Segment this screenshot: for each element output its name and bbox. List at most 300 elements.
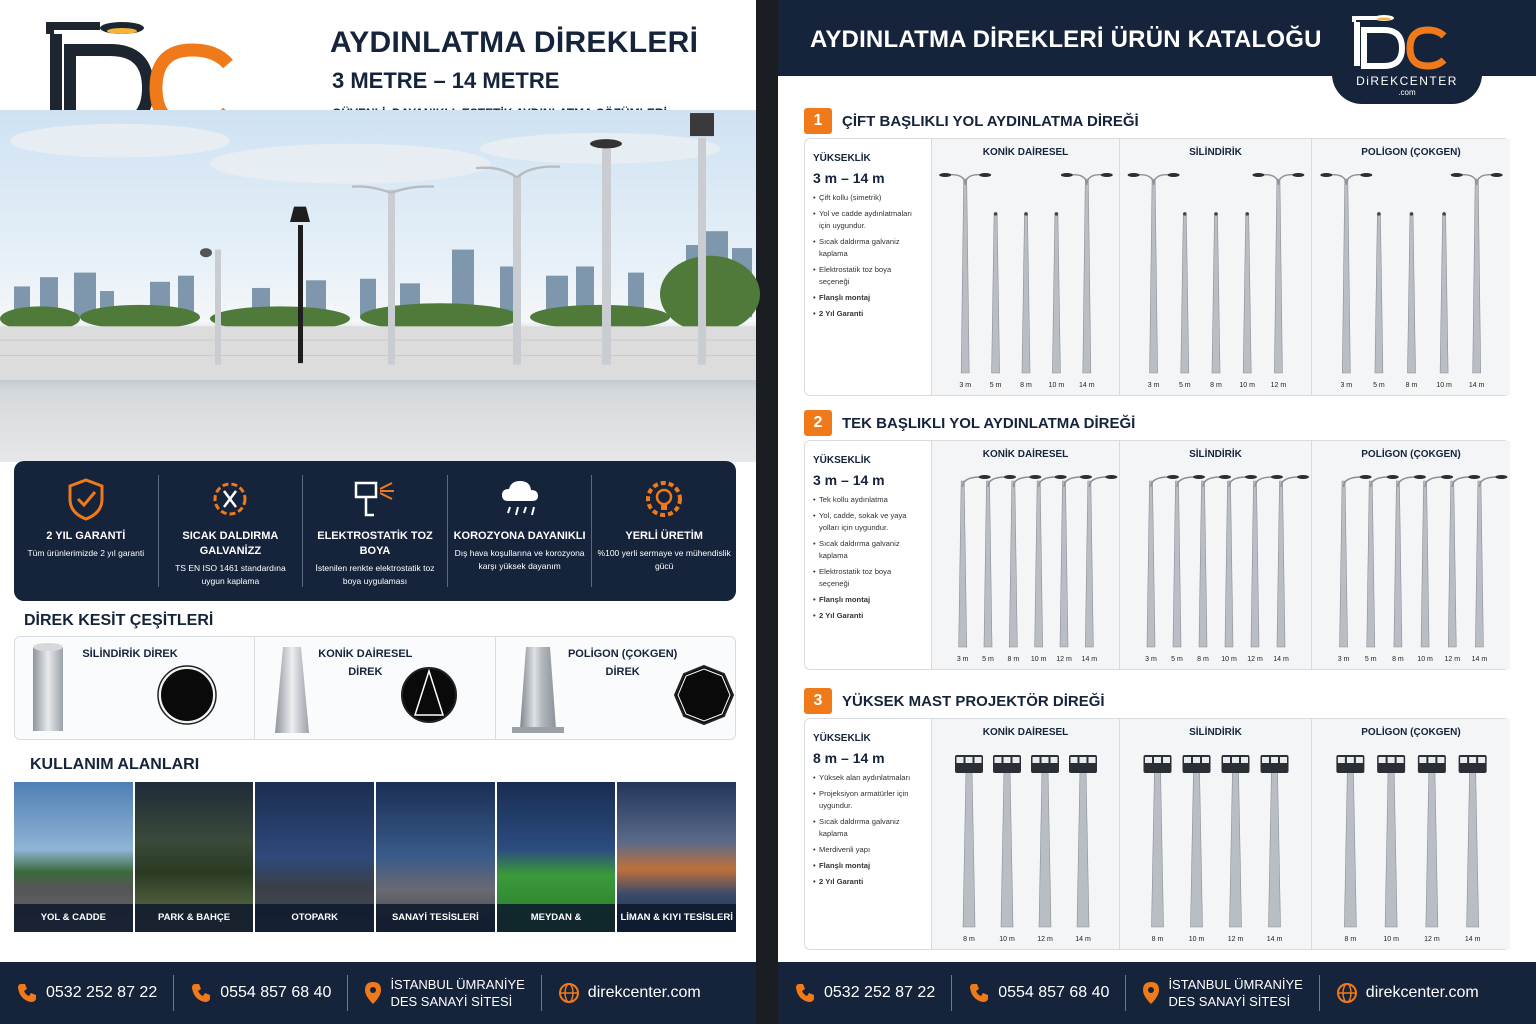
- profile-column-title: POLİGON (ÇOKGEN): [1361, 449, 1461, 460]
- section-label: POLİGON (ÇOKGEN): [567, 648, 678, 660]
- luminaire: [1320, 173, 1332, 177]
- projector-lamp: [1232, 757, 1239, 763]
- address: [1125, 975, 1318, 1011]
- projector-lamp: [1478, 757, 1485, 763]
- cylindrical-cross-section: [157, 665, 217, 725]
- projector-lamp: [966, 757, 973, 763]
- pole-shape: [984, 481, 992, 647]
- feature-desc: Tüm ürünlerimizde 2 yıl garanti: [27, 548, 145, 558]
- pole-height-label: 8 m: [1392, 656, 1404, 663]
- profile-column-title: SİLİNDİRİK: [1189, 147, 1242, 158]
- spec-item: • Yol, cadde, sokak ve yaya yolları için uygundur.: [813, 510, 923, 534]
- pole-height-label: 3 m: [1340, 382, 1353, 389]
- luminaire: [1360, 475, 1372, 479]
- phone-1[interactable]: [778, 975, 951, 1011]
- phone-number: 0532 252 87 22: [46, 984, 158, 1001]
- pole-shape: [1344, 769, 1356, 927]
- pole-shape: [1083, 179, 1091, 373]
- pole-diagram: [1120, 719, 1312, 951]
- spec-item: • 2 Yıl Garanti: [813, 610, 923, 622]
- website[interactable]: [541, 975, 717, 1011]
- pole-height-label: 10 m: [1436, 382, 1452, 389]
- feature-title: KOROZYONA DAYANIKLI: [453, 530, 586, 542]
- spec-item: • Elektrostatik toz boya seçeneği: [813, 264, 923, 288]
- spec-item: • Sıcak daldırma galvaniz kaplama: [813, 236, 923, 260]
- projector-lamp: [957, 757, 964, 763]
- feature-desc: Dış hava koşullarına ve korozyona karşı yüksek dayanım: [454, 548, 585, 571]
- usage-photo-industrial: [376, 782, 497, 932]
- pole-cap: [1442, 212, 1446, 216]
- pole-shape: [1251, 481, 1259, 647]
- pole-height-label: 8 m: [1210, 382, 1222, 389]
- pole-shape: [1421, 481, 1429, 647]
- globe-icon: [1336, 982, 1358, 1004]
- profile-column: [1119, 441, 1311, 669]
- pole-diagram: [932, 441, 1120, 671]
- luminaire: [1491, 173, 1503, 177]
- pole-height-label: 10 m: [1239, 382, 1255, 389]
- pole-shape: [1039, 769, 1051, 927]
- phone-number: 0554 857 68 40: [998, 984, 1110, 1001]
- projector-lamp: [1145, 757, 1152, 763]
- luminaire: [1167, 475, 1179, 479]
- profile-column-title: KONİK DAİRESEL: [982, 449, 1069, 460]
- pole-shape: [1340, 481, 1348, 647]
- profile-column: [1311, 441, 1510, 669]
- projector-lamp: [1379, 757, 1386, 763]
- projector-lamp: [1089, 757, 1096, 763]
- projector-lamp: [1419, 757, 1426, 763]
- phone-1[interactable]: [0, 975, 173, 1011]
- pole-height-label: 5 m: [1178, 382, 1191, 389]
- pole-cap: [1245, 212, 1249, 216]
- pole-shape: [1077, 769, 1089, 927]
- pole-height-label: 3 m: [1145, 656, 1157, 663]
- profile-column: [1119, 719, 1311, 949]
- location-pin-icon: [1142, 981, 1160, 1005]
- section-label: DİREK: [605, 666, 640, 678]
- pole-shape: [1035, 481, 1043, 647]
- pole-arm: [1255, 477, 1273, 487]
- luminaire: [1468, 475, 1480, 479]
- pole-shape: [1199, 481, 1207, 647]
- projector-lamp: [1184, 757, 1191, 763]
- polygon-cross-section: [672, 663, 736, 727]
- projector-lamp: [1338, 757, 1345, 763]
- section-card-polygon: [495, 637, 735, 739]
- projector-lamp: [1051, 757, 1058, 763]
- projector-lamp: [1437, 757, 1444, 763]
- pole-diagram: [932, 719, 1120, 951]
- pole-height-label: 10 m: [1221, 656, 1237, 663]
- pole-diagram: [932, 139, 1120, 397]
- pole-cap: [1377, 212, 1381, 216]
- pole-shape: [1191, 769, 1203, 927]
- pole-shape: [1060, 481, 1068, 647]
- feature-title: ELEKTROSTATİK TOZ BOYA: [317, 530, 433, 557]
- pole-shape: [1408, 214, 1416, 373]
- pole-arm: [1398, 477, 1416, 487]
- usage-caption: PARK & BAHÇE: [135, 904, 254, 932]
- pole-cap: [1410, 212, 1414, 216]
- feature-desc: İstenilen renkte elektrostatik toz boya uygulaması: [315, 563, 435, 586]
- pole-arm: [1371, 477, 1389, 487]
- luminaire: [1252, 173, 1264, 177]
- usage-photo-port: [617, 782, 736, 932]
- pole-shape: [1342, 179, 1350, 373]
- spec-item: • Çift kollu (simetrik): [813, 192, 923, 204]
- spec-item: • Flanşlı montaj: [813, 860, 923, 872]
- pole-arm: [1281, 477, 1299, 487]
- left-brochure-page: [0, 0, 756, 1024]
- projector-lamp: [1080, 757, 1087, 763]
- projector-lamp: [1004, 757, 1011, 763]
- usage-caption: YOL & CADDE: [14, 904, 133, 932]
- brand-name: DiREKCENTER: [1356, 74, 1458, 88]
- projector-lamp: [1071, 757, 1078, 763]
- spec-item: • Yol ve cadde aydınlatmaları için uygundur.: [813, 208, 923, 232]
- pole-diagram: [1312, 441, 1511, 671]
- luminaire: [979, 475, 991, 479]
- profile-column-title: POLİGON (ÇOKGEN): [1361, 727, 1461, 738]
- projector-lamp: [1241, 757, 1248, 763]
- pole-height-label: 14 m: [1266, 936, 1283, 943]
- brand-domain: .com: [1398, 88, 1416, 97]
- catalog-title: AYDINLATMA DİREKLERİ ÜRÜN KATALOĞU: [810, 26, 1322, 53]
- pole-arm: [1479, 477, 1497, 487]
- shield-check-icon: [66, 477, 106, 521]
- profile-column-title: POLİGON (ÇOKGEN): [1361, 147, 1461, 158]
- pole-height-label: 10 m: [1030, 656, 1047, 663]
- pole-shape: [1385, 769, 1397, 927]
- block-number: 2: [804, 410, 832, 436]
- pole-shape: [1243, 214, 1251, 373]
- phone-icon: [190, 982, 212, 1004]
- section-card-conical: [254, 637, 494, 739]
- galvanize-icon: [208, 477, 252, 521]
- luminaire: [1055, 475, 1067, 479]
- luminaire: [1271, 475, 1283, 479]
- pole-shape: [1147, 481, 1155, 647]
- spec-item: • 2 Yıl Garanti: [813, 308, 923, 320]
- pole-shape: [992, 214, 1000, 373]
- usage-caption: SANAYİ TESİSLERİ: [376, 904, 495, 932]
- pole-height-label: 8 m: [1007, 656, 1020, 663]
- spec-item: • Merdivenli yapı: [813, 844, 923, 856]
- phone-icon: [794, 982, 816, 1004]
- luminaire: [1292, 173, 1304, 177]
- block-spec-info: [805, 441, 931, 669]
- height-range: 3 m – 14 m: [813, 472, 885, 488]
- projector-lamp: [1262, 757, 1269, 763]
- feature-item: [14, 475, 158, 587]
- projector-lamp: [1202, 757, 1209, 763]
- height-range: 8 m – 14 m: [813, 750, 885, 766]
- pole-diagram: [1312, 139, 1511, 397]
- pole-shape: [1150, 179, 1158, 373]
- block-number: 3: [804, 688, 832, 714]
- usage-caption: OTOPARK: [255, 904, 374, 932]
- feature-item: [447, 475, 592, 587]
- luminaire: [939, 173, 951, 177]
- pole-height-label: 14 m: [1079, 382, 1095, 389]
- profile-column-title: KONİK DAİRESEL: [982, 727, 1069, 738]
- pole-shape: [1181, 214, 1189, 373]
- feature-desc: TS EN ISO 1461 standardına uygun kaplama: [175, 563, 286, 586]
- pole-height-label: 3 m: [1337, 656, 1350, 663]
- pole-height-label: 8 m: [1197, 656, 1209, 663]
- pole-height-label: 12 m: [1444, 656, 1461, 663]
- pole-height-label: 12 m: [1037, 936, 1053, 943]
- right-catalog-page: [778, 0, 1536, 1024]
- pole-cap: [1214, 212, 1218, 216]
- spec-item: • Flanşlı montaj: [813, 292, 923, 304]
- projector-lamp: [995, 757, 1002, 763]
- product-block-single-arm: [804, 440, 1510, 670]
- website[interactable]: [1319, 975, 1495, 1011]
- address-line2: DES SANAYİ SİTESİ: [1168, 994, 1291, 1009]
- pole-shape: [1375, 214, 1383, 373]
- pole-height-label: 14 m: [1468, 382, 1485, 389]
- pole-shape: [1274, 179, 1282, 373]
- pole-shape: [1440, 214, 1448, 373]
- luminaire: [1105, 475, 1117, 479]
- luminaire: [979, 173, 991, 177]
- pole-height-label: 3 m: [1147, 382, 1160, 389]
- pole-shape: [963, 769, 975, 927]
- projector-lamp: [1223, 757, 1230, 763]
- projector-lamp: [1154, 757, 1161, 763]
- pole-shape: [1085, 481, 1093, 647]
- pole-arm: [1203, 477, 1221, 487]
- pole-height-label: 5 m: [1373, 382, 1385, 389]
- spec-list: [813, 494, 923, 622]
- pole-diagram: [1120, 139, 1312, 397]
- pole-cap: [1024, 212, 1028, 216]
- phone-2[interactable]: [173, 975, 347, 1011]
- spec-item: • Tek kollu aydınlatma: [813, 494, 923, 506]
- phone-icon: [16, 982, 38, 1004]
- pole-cap: [994, 212, 998, 216]
- pole-arm: [1039, 477, 1057, 487]
- usage-photo-park: [135, 782, 256, 932]
- usage-caption: LİMAN & KIYI TESİSLERİ: [617, 904, 736, 932]
- pole-height-label: 3 m: [956, 656, 969, 663]
- luminaire: [1360, 173, 1372, 177]
- usage-areas-strip: [14, 782, 736, 951]
- luminaire: [1441, 475, 1453, 479]
- pole-height-label: 5 m: [1171, 656, 1183, 663]
- gear-bulb-icon: [642, 477, 686, 521]
- spray-gun-icon: [350, 477, 400, 521]
- pole-shape: [1225, 481, 1233, 647]
- luminaire: [1245, 475, 1257, 479]
- pole-shape: [1448, 481, 1456, 647]
- section-label: KONİK DAİRESEL: [318, 648, 413, 660]
- feature-title: 2 YIL GARANTİ: [46, 530, 126, 542]
- pole-diagram: [1120, 441, 1312, 671]
- website-link: direkcenter.com: [587, 984, 701, 1001]
- phone-icon: [968, 982, 990, 1004]
- pole-shape: [1473, 179, 1481, 373]
- pole-height-label: 3 m: [959, 382, 972, 389]
- address: [347, 975, 540, 1011]
- pole-height-label: 12 m: [1424, 936, 1440, 943]
- pole-shape: [1230, 769, 1242, 927]
- pole-shape: [1052, 214, 1060, 373]
- usage-photo-road: [14, 782, 135, 932]
- pole-height-label: 14 m: [1471, 656, 1488, 663]
- projector-lamp: [1356, 757, 1363, 763]
- pole-shape: [1277, 481, 1285, 647]
- feature-desc: %100 yerli sermaye ve mühendislik gücü: [597, 548, 731, 571]
- pole-height-label: 5 m: [989, 382, 1002, 389]
- section-label: DİREK: [348, 666, 383, 678]
- height-range-subtitle: 3 METRE – 14 METRE: [332, 68, 560, 93]
- location-pin-icon: [364, 981, 382, 1005]
- phone-number: 0532 252 87 22: [824, 984, 936, 1001]
- pole-height-label: 10 m: [1048, 382, 1065, 389]
- projector-lamp: [1397, 757, 1404, 763]
- projector-lamp: [1428, 757, 1435, 763]
- pole-arm: [1064, 477, 1082, 487]
- block-title-3: [804, 688, 1105, 714]
- luminaire: [1297, 475, 1309, 479]
- projector-lamp: [1388, 757, 1395, 763]
- pole-height-label: 5 m: [982, 656, 994, 663]
- hero-pole-photo: [0, 110, 756, 462]
- pole-arm: [988, 477, 1006, 487]
- projector-lamp: [1469, 757, 1476, 763]
- pole-section-types: [14, 636, 736, 740]
- luminaire: [1080, 475, 1092, 479]
- uses-heading: KULLANIM ALANLARI: [30, 756, 200, 773]
- luminaire: [1168, 173, 1180, 177]
- block-number: 1: [804, 108, 832, 134]
- pole-height-label: 14 m: [1075, 936, 1091, 943]
- projector-lamp: [1271, 757, 1278, 763]
- projector-lamp: [975, 757, 982, 763]
- luminaire: [1193, 475, 1205, 479]
- feature-title: YERLİ ÜRETİM: [625, 530, 703, 542]
- pole-arm: [1344, 477, 1362, 487]
- pole-height-label: 12 m: [1056, 656, 1072, 663]
- pole-height-label: 14 m: [1273, 656, 1289, 663]
- right-footer: [778, 962, 1536, 1024]
- pole-height-label: 12 m: [1247, 656, 1263, 663]
- pole-shape: [1001, 769, 1013, 927]
- luminaire: [1451, 173, 1463, 177]
- pole-shape: [959, 481, 967, 647]
- pole-height-label: 8 m: [1151, 936, 1164, 943]
- spec-item: • Sıcak daldırma galvaniz kaplama: [813, 816, 923, 840]
- spec-item: • Flanşlı montaj: [813, 594, 923, 606]
- phone-2[interactable]: [951, 975, 1125, 1011]
- spec-list: [813, 192, 923, 320]
- luminaire: [1219, 475, 1231, 479]
- phone-number: 0554 857 68 40: [220, 984, 332, 1001]
- luminaire: [1128, 173, 1140, 177]
- projector-lamp: [1163, 757, 1170, 763]
- sections-heading: DİREK KESİT ÇEŞİTLERİ: [24, 612, 214, 629]
- block-spec-info: [805, 139, 931, 395]
- pole-shape: [1367, 481, 1375, 647]
- catalog-logo: [1332, 0, 1482, 104]
- luminaire: [1414, 475, 1426, 479]
- pole-arm: [1151, 477, 1169, 487]
- profile-column-title: SİLİNDİRİK: [1189, 727, 1242, 738]
- pole-shape: [1212, 214, 1220, 373]
- conical-cross-section: [399, 665, 459, 725]
- luminaire: [1101, 173, 1113, 177]
- profile-column-title: KONİK DAİRESEL: [982, 147, 1069, 158]
- usage-photo-parking: [255, 782, 376, 932]
- block-heading: ÇİFT BAŞLIKLI YOL AYDINLATMA DİREĞİ: [842, 112, 1139, 130]
- pole-shape: [1269, 769, 1281, 927]
- pole-arm: [1452, 477, 1470, 487]
- pole-arm: [1177, 477, 1195, 487]
- pole-arm: [1229, 477, 1247, 487]
- left-footer: [0, 962, 756, 1024]
- feature-title: SICAK DALDIRMA GALVANİZZ: [182, 530, 279, 557]
- address-line1: İSTANBUL ÜMRANİYE: [1168, 977, 1303, 992]
- product-block-double-arm: [804, 138, 1510, 396]
- pole-shape: [1426, 769, 1438, 927]
- spec-item: • Yüksek alan aydınlatmaları: [813, 772, 923, 784]
- pole-shape: [1394, 481, 1402, 647]
- luminaire: [1004, 475, 1016, 479]
- projector-lamp: [1460, 757, 1467, 763]
- pole-height-label: 14 m: [1464, 936, 1481, 943]
- luminaire: [1495, 475, 1507, 479]
- luminaire: [1029, 475, 1041, 479]
- block-title-1: [804, 108, 1139, 134]
- page-title: AYDINLATMA DİREKLERİ: [330, 26, 699, 59]
- pole-shape: [1475, 481, 1483, 647]
- height-range: 3 m – 14 m: [813, 170, 885, 186]
- block-spec-info: [805, 719, 931, 949]
- address-line2: DES SANAYİ SİTESİ: [390, 994, 513, 1009]
- profile-column: [931, 139, 1119, 395]
- pole-diagram: [1312, 719, 1511, 951]
- pole-height-label: 8 m: [963, 936, 975, 943]
- address-line1: İSTANBUL ÜMRANİYE: [390, 977, 525, 992]
- feature-item: [302, 475, 447, 587]
- cloud-rain-icon: [498, 477, 542, 521]
- pole-height-label: 5 m: [1364, 656, 1377, 663]
- luminaire: [1387, 475, 1399, 479]
- pole-shape: [1009, 481, 1017, 647]
- pole-height-label: 8 m: [1405, 382, 1418, 389]
- pole-cap: [1055, 212, 1059, 216]
- luminaire: [1061, 173, 1073, 177]
- block-heading: TEK BAŞLIKLI YOL AYDINLATMA DİREĞİ: [842, 414, 1136, 432]
- spec-item: • Sıcak daldırma galvaniz kaplama: [813, 538, 923, 562]
- block-heading: YÜKSEK MAST PROJEKTÖR DİREĞİ: [842, 692, 1105, 710]
- section-label: SİLİNDİRİK DİREK: [82, 648, 178, 660]
- profile-column: [1119, 139, 1311, 395]
- height-label: YÜKSEKLİK: [813, 733, 871, 744]
- pole-arm: [1013, 477, 1031, 487]
- pole-height-label: 12 m: [1227, 936, 1244, 943]
- block-title-2: [804, 410, 1135, 436]
- pole-shape: [1467, 769, 1479, 927]
- profile-column: [931, 441, 1119, 669]
- pole-height-label: 14 m: [1081, 656, 1098, 663]
- usage-caption: MEYDAN & STADYUMLAR: [497, 904, 616, 932]
- projector-lamp: [1033, 757, 1040, 763]
- profile-column: [1311, 719, 1510, 949]
